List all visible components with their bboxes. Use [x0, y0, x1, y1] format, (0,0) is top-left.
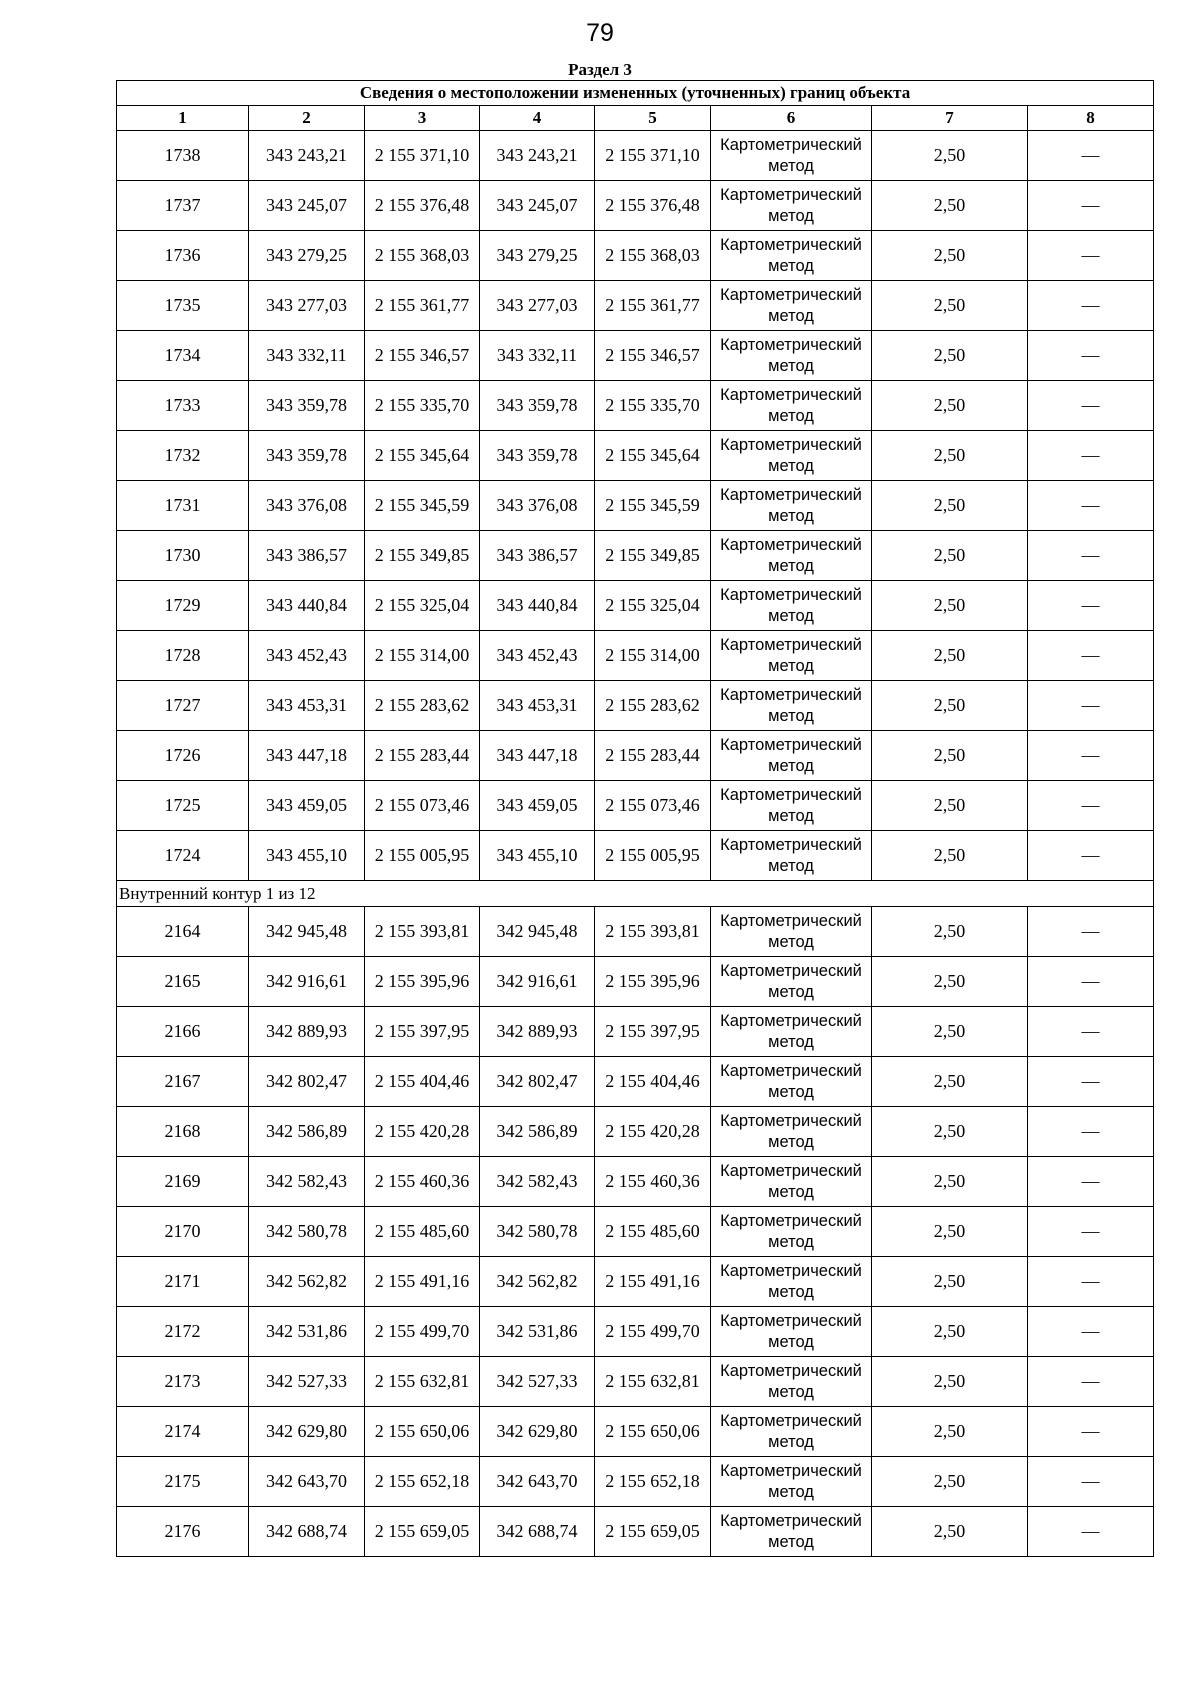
x-new-cell: 343 440,84 — [480, 581, 595, 631]
description-cell: — — [1028, 1407, 1154, 1457]
method-cell: Картометрический метод — [711, 481, 872, 531]
method-cell: Картометрический метод — [711, 1157, 872, 1207]
x-new-cell: 342 945,48 — [480, 907, 595, 957]
method-cell: Картометрический метод — [711, 281, 872, 331]
y-new-cell: 2 155 335,70 — [595, 381, 711, 431]
x-new-cell: 343 243,21 — [480, 131, 595, 181]
y-old-cell: 2 155 005,95 — [365, 831, 480, 881]
x-new-cell: 343 386,57 — [480, 531, 595, 581]
y-new-cell: 2 155 420,28 — [595, 1107, 711, 1157]
x-old-cell: 342 531,86 — [249, 1307, 365, 1357]
y-new-cell: 2 155 283,44 — [595, 731, 711, 781]
x-new-cell: 343 459,05 — [480, 781, 595, 831]
y-new-cell: 2 155 371,10 — [595, 131, 711, 181]
y-old-cell: 2 155 491,16 — [365, 1257, 480, 1307]
method-cell: Картометрический метод — [711, 431, 872, 481]
x-old-cell: 343 440,84 — [249, 581, 365, 631]
x-old-cell: 342 643,70 — [249, 1457, 365, 1507]
point-number-cell: 1736 — [117, 231, 249, 281]
x-old-cell: 342 527,33 — [249, 1357, 365, 1407]
y-old-cell: 2 155 283,62 — [365, 681, 480, 731]
y-old-cell: 2 155 368,03 — [365, 231, 480, 281]
x-new-cell: 342 889,93 — [480, 1007, 595, 1057]
y-old-cell: 2 155 485,60 — [365, 1207, 480, 1257]
point-number-cell: 1730 — [117, 531, 249, 581]
method-cell: Картометрический метод — [711, 231, 872, 281]
y-new-cell: 2 155 393,81 — [595, 907, 711, 957]
x-new-cell: 343 453,31 — [480, 681, 595, 731]
y-new-cell: 2 155 404,46 — [595, 1057, 711, 1107]
y-new-cell: 2 155 346,57 — [595, 331, 711, 381]
method-cell: Картометрический метод — [711, 531, 872, 581]
table-row — [117, 957, 1154, 1007]
y-new-cell: 2 155 460,36 — [595, 1157, 711, 1207]
method-cell: Картометрический метод — [711, 331, 872, 381]
description-cell: — — [1028, 1007, 1154, 1057]
accuracy-cell: 2,50 — [872, 1207, 1028, 1257]
y-new-cell: 2 155 659,05 — [595, 1507, 711, 1557]
method-cell: Картометрический метод — [711, 1507, 872, 1557]
accuracy-cell: 2,50 — [872, 1357, 1028, 1407]
method-cell: Картометрический метод — [711, 131, 872, 181]
y-new-cell: 2 155 349,85 — [595, 531, 711, 581]
table-row — [117, 231, 1154, 281]
y-old-cell: 2 155 325,04 — [365, 581, 480, 631]
table-row — [117, 731, 1154, 781]
table-row — [117, 281, 1154, 331]
x-old-cell: 343 376,08 — [249, 481, 365, 531]
description-cell: — — [1028, 131, 1154, 181]
y-new-cell: 2 155 361,77 — [595, 281, 711, 331]
method-cell: Картометрический метод — [711, 1357, 872, 1407]
y-old-cell: 2 155 346,57 — [365, 331, 480, 381]
y-new-cell: 2 155 345,59 — [595, 481, 711, 531]
y-old-cell: 2 155 393,81 — [365, 907, 480, 957]
table-row — [117, 1257, 1154, 1307]
table-row — [117, 1057, 1154, 1107]
x-old-cell: 343 359,78 — [249, 431, 365, 481]
x-old-cell: 343 245,07 — [249, 181, 365, 231]
x-old-cell: 342 945,48 — [249, 907, 365, 957]
table-row — [117, 1157, 1154, 1207]
description-cell: — — [1028, 531, 1154, 581]
accuracy-cell: 2,50 — [872, 1257, 1028, 1307]
y-new-cell: 2 155 632,81 — [595, 1357, 711, 1407]
x-new-cell: 343 376,08 — [480, 481, 595, 531]
method-cell: Картометрический метод — [711, 781, 872, 831]
table-row — [117, 831, 1154, 881]
column-number: 1 — [117, 106, 249, 131]
accuracy-cell: 2,50 — [872, 1307, 1028, 1357]
column-number: 5 — [595, 106, 711, 131]
y-old-cell: 2 155 376,48 — [365, 181, 480, 231]
y-new-cell: 2 155 485,60 — [595, 1207, 711, 1257]
y-new-cell: 2 155 376,48 — [595, 181, 711, 231]
accuracy-cell: 2,50 — [872, 1107, 1028, 1157]
description-cell: — — [1028, 1357, 1154, 1407]
accuracy-cell: 2,50 — [872, 381, 1028, 431]
page-number: 79 — [586, 19, 614, 47]
accuracy-cell: 2,50 — [872, 631, 1028, 681]
table-row — [117, 1407, 1154, 1457]
description-cell: — — [1028, 1057, 1154, 1107]
column-number: 3 — [365, 106, 480, 131]
y-old-cell: 2 155 335,70 — [365, 381, 480, 431]
y-old-cell: 2 155 361,77 — [365, 281, 480, 331]
accuracy-cell: 2,50 — [872, 681, 1028, 731]
method-cell: Картометрический метод — [711, 581, 872, 631]
method-cell: Картометрический метод — [711, 181, 872, 231]
y-new-cell: 2 155 652,18 — [595, 1457, 711, 1507]
x-old-cell: 343 452,43 — [249, 631, 365, 681]
description-cell: — — [1028, 957, 1154, 1007]
y-old-cell: 2 155 397,95 — [365, 1007, 480, 1057]
accuracy-cell: 2,50 — [872, 957, 1028, 1007]
point-number-cell: 1733 — [117, 381, 249, 431]
contour-label-row — [117, 881, 1154, 907]
description-cell: — — [1028, 231, 1154, 281]
point-number-cell: 2176 — [117, 1507, 249, 1557]
description-cell: — — [1028, 381, 1154, 431]
accuracy-cell: 2,50 — [872, 1157, 1028, 1207]
table-row — [117, 481, 1154, 531]
description-cell: — — [1028, 1157, 1154, 1207]
column-number: 7 — [872, 106, 1028, 131]
description-cell: — — [1028, 1507, 1154, 1557]
boundary-coordinates-table — [116, 80, 1154, 1557]
table-row — [117, 1007, 1154, 1057]
description-cell: — — [1028, 1457, 1154, 1507]
table-row — [117, 181, 1154, 231]
y-new-cell: 2 155 314,00 — [595, 631, 711, 681]
point-number-cell: 2173 — [117, 1357, 249, 1407]
accuracy-cell: 2,50 — [872, 731, 1028, 781]
y-old-cell: 2 155 404,46 — [365, 1057, 480, 1107]
point-number-cell: 2164 — [117, 907, 249, 957]
accuracy-cell: 2,50 — [872, 781, 1028, 831]
y-new-cell: 2 155 005,95 — [595, 831, 711, 881]
y-old-cell: 2 155 460,36 — [365, 1157, 480, 1207]
table-row — [117, 131, 1154, 181]
method-cell: Картометрический метод — [711, 631, 872, 681]
point-number-cell: 2175 — [117, 1457, 249, 1507]
y-new-cell: 2 155 397,95 — [595, 1007, 711, 1057]
x-old-cell: 343 279,25 — [249, 231, 365, 281]
table-body — [117, 131, 1154, 1557]
x-new-cell: 342 527,33 — [480, 1357, 595, 1407]
x-old-cell: 342 562,82 — [249, 1257, 365, 1307]
point-number-cell: 1734 — [117, 331, 249, 381]
point-number-cell: 1737 — [117, 181, 249, 231]
description-cell: — — [1028, 1307, 1154, 1357]
method-cell: Картометрический метод — [711, 1407, 872, 1457]
table-caption: Сведения о местоположении измененных (уточненных) границ объекта — [117, 81, 1154, 106]
table-row — [117, 1457, 1154, 1507]
method-cell: Картометрический метод — [711, 957, 872, 1007]
x-old-cell: 342 582,43 — [249, 1157, 365, 1207]
description-cell: — — [1028, 831, 1154, 881]
table-row — [117, 531, 1154, 581]
x-new-cell: 343 359,78 — [480, 381, 595, 431]
point-number-cell: 1725 — [117, 781, 249, 831]
x-old-cell: 342 802,47 — [249, 1057, 365, 1107]
point-number-cell: 1735 — [117, 281, 249, 331]
point-number-cell: 2171 — [117, 1257, 249, 1307]
accuracy-cell: 2,50 — [872, 1057, 1028, 1107]
y-old-cell: 2 155 395,96 — [365, 957, 480, 1007]
point-number-cell: 2170 — [117, 1207, 249, 1257]
accuracy-cell: 2,50 — [872, 1007, 1028, 1057]
y-new-cell: 2 155 325,04 — [595, 581, 711, 631]
x-new-cell: 342 629,80 — [480, 1407, 595, 1457]
table-row — [117, 1207, 1154, 1257]
point-number-cell: 1726 — [117, 731, 249, 781]
accuracy-cell: 2,50 — [872, 181, 1028, 231]
table-row — [117, 907, 1154, 957]
accuracy-cell: 2,50 — [872, 431, 1028, 481]
y-new-cell: 2 155 283,62 — [595, 681, 711, 731]
accuracy-cell: 2,50 — [872, 481, 1028, 531]
description-cell: — — [1028, 907, 1154, 957]
description-cell: — — [1028, 731, 1154, 781]
description-cell: — — [1028, 681, 1154, 731]
y-new-cell: 2 155 491,16 — [595, 1257, 711, 1307]
x-old-cell: 343 447,18 — [249, 731, 365, 781]
method-cell: Картометрический метод — [711, 1107, 872, 1157]
x-new-cell: 342 643,70 — [480, 1457, 595, 1507]
table-row — [117, 1107, 1154, 1157]
accuracy-cell: 2,50 — [872, 1407, 1028, 1457]
x-new-cell: 342 802,47 — [480, 1057, 595, 1107]
accuracy-cell: 2,50 — [872, 831, 1028, 881]
method-cell: Картометрический метод — [711, 831, 872, 881]
x-old-cell: 343 277,03 — [249, 281, 365, 331]
y-old-cell: 2 155 283,44 — [365, 731, 480, 781]
x-new-cell: 343 332,11 — [480, 331, 595, 381]
accuracy-cell: 2,50 — [872, 331, 1028, 381]
method-cell: Картометрический метод — [711, 907, 872, 957]
method-cell: Картометрический метод — [711, 681, 872, 731]
method-cell: Картометрический метод — [711, 1057, 872, 1107]
column-number: 2 — [249, 106, 365, 131]
description-cell: — — [1028, 1107, 1154, 1157]
y-old-cell: 2 155 345,64 — [365, 431, 480, 481]
x-old-cell: 343 453,31 — [249, 681, 365, 731]
method-cell: Картометрический метод — [711, 1007, 872, 1057]
accuracy-cell: 2,50 — [872, 1507, 1028, 1557]
y-old-cell: 2 155 659,05 — [365, 1507, 480, 1557]
point-number-cell: 1729 — [117, 581, 249, 631]
y-new-cell: 2 155 650,06 — [595, 1407, 711, 1457]
accuracy-cell: 2,50 — [872, 581, 1028, 631]
column-number: 6 — [711, 106, 872, 131]
x-old-cell: 343 455,10 — [249, 831, 365, 881]
accuracy-cell: 2,50 — [872, 531, 1028, 581]
table-row — [117, 331, 1154, 381]
point-number-cell: 1731 — [117, 481, 249, 531]
table-row — [117, 1307, 1154, 1357]
accuracy-cell: 2,50 — [872, 231, 1028, 281]
x-new-cell: 342 586,89 — [480, 1107, 595, 1157]
x-new-cell: 343 452,43 — [480, 631, 595, 681]
x-new-cell: 342 580,78 — [480, 1207, 595, 1257]
accuracy-cell: 2,50 — [872, 1457, 1028, 1507]
point-number-cell: 1727 — [117, 681, 249, 731]
x-new-cell: 343 279,25 — [480, 231, 595, 281]
contour-label: Внутренний контур 1 из 12 — [117, 881, 1154, 907]
x-new-cell: 343 245,07 — [480, 181, 595, 231]
y-old-cell: 2 155 371,10 — [365, 131, 480, 181]
description-cell: — — [1028, 1257, 1154, 1307]
point-number-cell: 1724 — [117, 831, 249, 881]
y-new-cell: 2 155 368,03 — [595, 231, 711, 281]
description-cell: — — [1028, 481, 1154, 531]
point-number-cell: 2169 — [117, 1157, 249, 1207]
description-cell: — — [1028, 181, 1154, 231]
y-old-cell: 2 155 499,70 — [365, 1307, 480, 1357]
table-row — [117, 781, 1154, 831]
point-number-cell: 2168 — [117, 1107, 249, 1157]
y-old-cell: 2 155 073,46 — [365, 781, 480, 831]
method-cell: Картометрический метод — [711, 381, 872, 431]
x-old-cell: 342 586,89 — [249, 1107, 365, 1157]
table-row — [117, 1357, 1154, 1407]
accuracy-cell: 2,50 — [872, 907, 1028, 957]
x-old-cell: 342 889,93 — [249, 1007, 365, 1057]
x-new-cell: 343 359,78 — [480, 431, 595, 481]
y-old-cell: 2 155 632,81 — [365, 1357, 480, 1407]
y-new-cell: 2 155 499,70 — [595, 1307, 711, 1357]
column-number: 8 — [1028, 106, 1154, 131]
method-cell: Картометрический метод — [711, 1207, 872, 1257]
description-cell: — — [1028, 631, 1154, 681]
x-old-cell: 343 359,78 — [249, 381, 365, 431]
x-new-cell: 342 916,61 — [480, 957, 595, 1007]
table-row — [117, 431, 1154, 481]
x-old-cell: 343 459,05 — [249, 781, 365, 831]
x-old-cell: 343 332,11 — [249, 331, 365, 381]
x-new-cell: 342 688,74 — [480, 1507, 595, 1557]
y-old-cell: 2 155 349,85 — [365, 531, 480, 581]
description-cell: — — [1028, 331, 1154, 381]
point-number-cell: 1728 — [117, 631, 249, 681]
x-new-cell: 343 455,10 — [480, 831, 595, 881]
method-cell: Картометрический метод — [711, 1257, 872, 1307]
x-new-cell: 342 582,43 — [480, 1157, 595, 1207]
x-old-cell: 342 629,80 — [249, 1407, 365, 1457]
point-number-cell: 1732 — [117, 431, 249, 481]
x-new-cell: 342 531,86 — [480, 1307, 595, 1357]
description-cell: — — [1028, 581, 1154, 631]
y-old-cell: 2 155 314,00 — [365, 631, 480, 681]
x-old-cell: 343 243,21 — [249, 131, 365, 181]
point-number-cell: 2174 — [117, 1407, 249, 1457]
y-new-cell: 2 155 073,46 — [595, 781, 711, 831]
x-new-cell: 342 562,82 — [480, 1257, 595, 1307]
point-number-cell: 2167 — [117, 1057, 249, 1107]
method-cell: Картометрический метод — [711, 731, 872, 781]
table-row — [117, 381, 1154, 431]
table-row — [117, 681, 1154, 731]
y-new-cell: 2 155 345,64 — [595, 431, 711, 481]
x-old-cell: 343 386,57 — [249, 531, 365, 581]
description-cell: — — [1028, 281, 1154, 331]
y-new-cell: 2 155 395,96 — [595, 957, 711, 1007]
y-old-cell: 2 155 420,28 — [365, 1107, 480, 1157]
method-cell: Картометрический метод — [711, 1307, 872, 1357]
column-number: 4 — [480, 106, 595, 131]
table-row — [117, 631, 1154, 681]
x-new-cell: 343 447,18 — [480, 731, 595, 781]
accuracy-cell: 2,50 — [872, 131, 1028, 181]
table-row — [117, 581, 1154, 631]
point-number-cell: 2166 — [117, 1007, 249, 1057]
point-number-cell: 2172 — [117, 1307, 249, 1357]
accuracy-cell: 2,50 — [872, 281, 1028, 331]
table-row — [117, 1507, 1154, 1557]
y-old-cell: 2 155 652,18 — [365, 1457, 480, 1507]
y-old-cell: 2 155 345,59 — [365, 481, 480, 531]
table-caption-row — [117, 81, 1154, 106]
description-cell: — — [1028, 1207, 1154, 1257]
x-new-cell: 343 277,03 — [480, 281, 595, 331]
method-cell: Картометрический метод — [711, 1457, 872, 1507]
point-number-cell: 2165 — [117, 957, 249, 1007]
x-old-cell: 342 580,78 — [249, 1207, 365, 1257]
description-cell: — — [1028, 781, 1154, 831]
description-cell: — — [1028, 431, 1154, 481]
x-old-cell: 342 688,74 — [249, 1507, 365, 1557]
y-old-cell: 2 155 650,06 — [365, 1407, 480, 1457]
point-number-cell: 1738 — [117, 131, 249, 181]
x-old-cell: 342 916,61 — [249, 957, 365, 1007]
column-number-row — [117, 106, 1154, 131]
section-title: Раздел 3 — [568, 60, 632, 79]
